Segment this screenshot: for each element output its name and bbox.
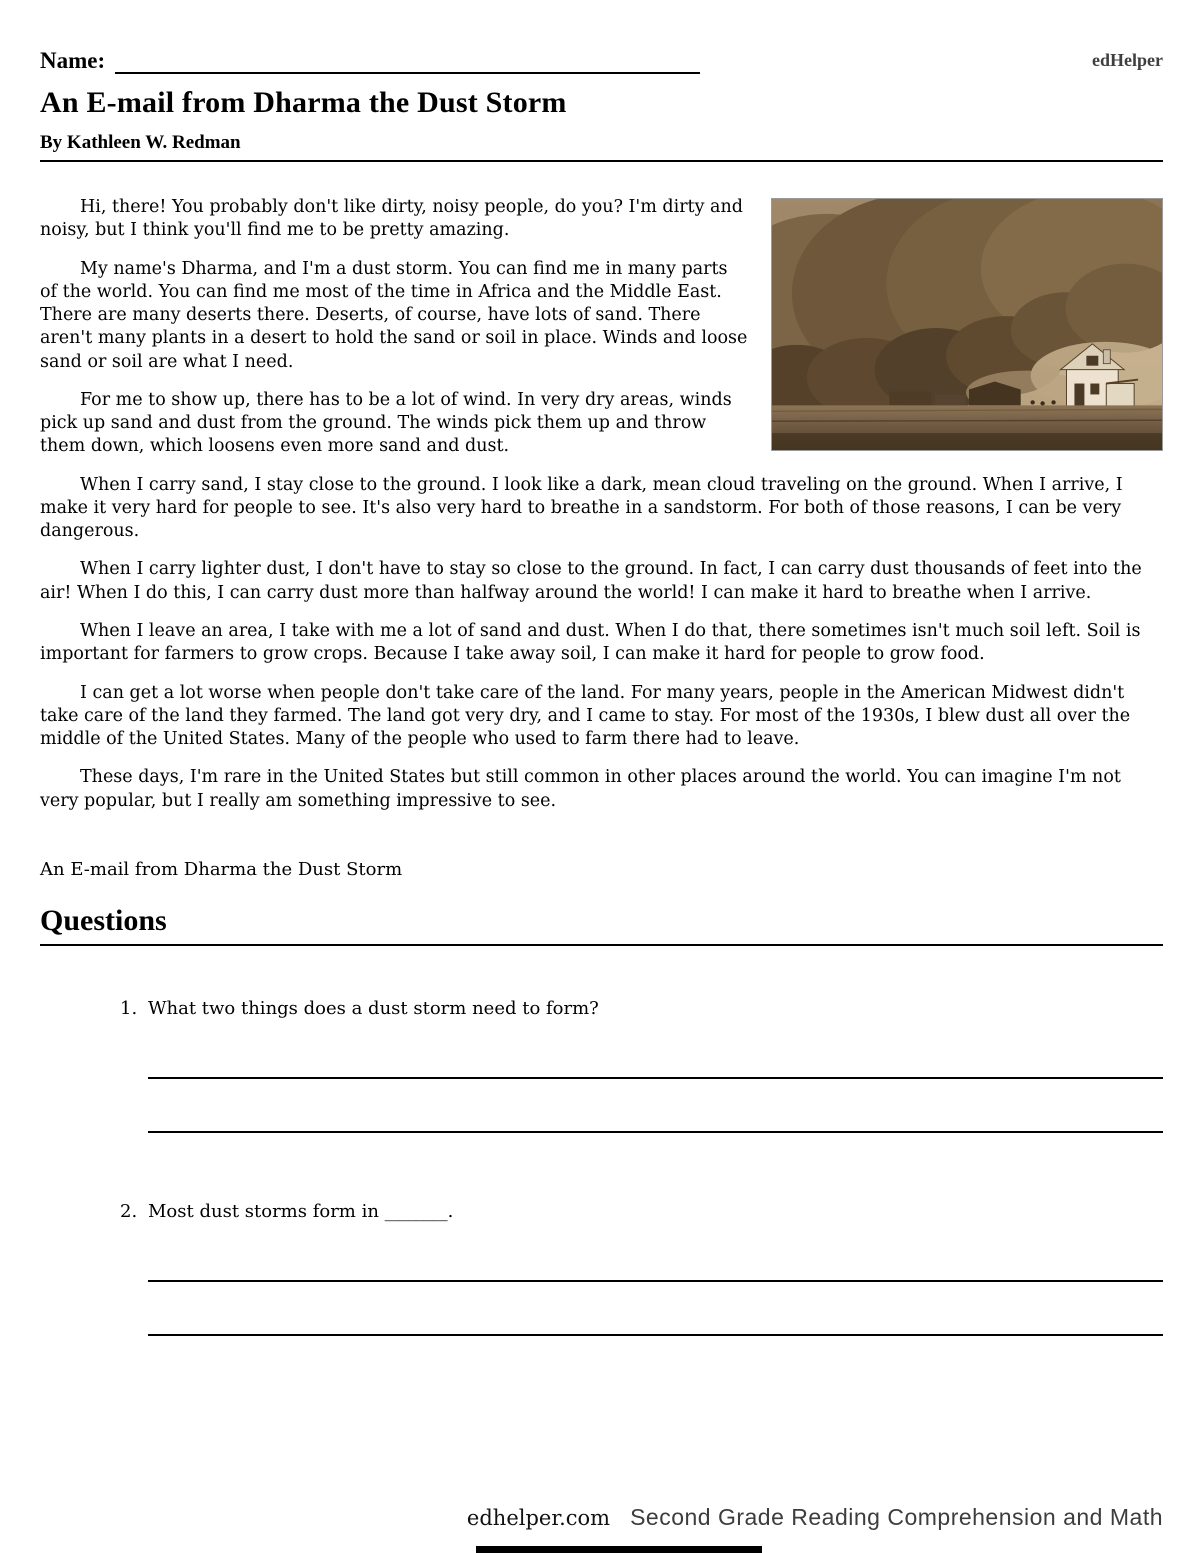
question-1 (40, 998, 1163, 1133)
page-bottom-bar (476, 1546, 762, 1553)
article-paragraph: I can get a lot worse when people don't take care of the land. For many years, people in the American Midwest didn't take care of the land they farmed. The land got very dry, and I came to stay. For most of the 1930s, I blew dust all over the middle of the United States. Many of the people who used to farm there had to leave. (40, 682, 1131, 750)
edhelper-logo: edHelper (1092, 50, 1163, 70)
questions-heading: Questions (40, 903, 167, 937)
page-title: An E-mail from Dharma the Dust Storm (40, 86, 567, 119)
article-paragraph: Hi, there! You probably don't like dirty, noisy people, do you? I'm dirty and noisy, but I think you'll find me to be pretty amazing. (40, 197, 743, 241)
name-blank-line (115, 50, 700, 74)
footer-description: Second Grade Reading Comprehension and Math (630, 1504, 1163, 1530)
name-field-group (40, 48, 700, 74)
article-paragraph: When I leave an area, I take with me a lot of sand and dust. When I do that, there sometimes isn't much soil left. Soil is important for farmers to grow crops. Because I take away soil, I can make it hard for people to grow food. (40, 620, 1141, 665)
byline: By Kathleen W. Redman (40, 132, 241, 153)
footer-site: edhelper.com (466, 1506, 611, 1530)
article-paragraph: These days, I'm rare in the United States but still common in other places around the world. You can imagine I'm not very popular, but I really am something impressive to see. (40, 767, 1121, 811)
page-footer (467, 1504, 1163, 1531)
answer-line (148, 1334, 1163, 1336)
article-paragraph: When I carry lighter dust, I don't have to stay so close to the ground. In fact, I can carry dust thousands of feet into the air! When I do this, I can carry dust more than halfway around the world! I can make it hard to breathe when I arrive. (40, 559, 1142, 603)
dust-storm-photo (771, 198, 1163, 451)
question-number: 1. (120, 997, 138, 1019)
question-2 (40, 1201, 1163, 1336)
story-title-repeat: An E-mail from Dharma the Dust Storm (40, 858, 403, 880)
question-number: 2. (120, 1200, 138, 1222)
answer-line (148, 1131, 1163, 1133)
article-paragraph: When I carry sand, I stay close to the ground. I look like a dark, mean cloud traveling on the ground. When I arrive, I make it very hard for people to see. It's also very hard to breathe in a sandstorm. For both of those reasons, I can be very dangerous. (40, 474, 1123, 542)
answer-line (148, 1077, 1163, 1079)
name-label: Name: (40, 48, 106, 73)
question-text: What two things does a dust storm need to form? (148, 997, 599, 1019)
header (40, 48, 1163, 74)
byline-divider (40, 160, 1163, 162)
question-text: Most dust storms form in _______. (148, 1200, 454, 1222)
answer-line (148, 1280, 1163, 1282)
questions-divider (40, 944, 1163, 946)
article-body (40, 196, 1163, 813)
article-paragraph: My name's Dharma, and I'm a dust storm. You can find me in many parts of the world. You can find me most of the time in Africa and the Middle East. There are many deserts there. Deserts, of course, have lots of sand. There aren't many plants in a desert to hold the sand or soil in place. Winds and loose sand or soil are what I need. (40, 258, 748, 372)
article-paragraph: For me to show up, there has to be a lot of wind. In very dry areas, winds pick up sand and dust from the ground. The winds pick them up and throw them down, which loosens even more sand and dust. (40, 389, 732, 457)
